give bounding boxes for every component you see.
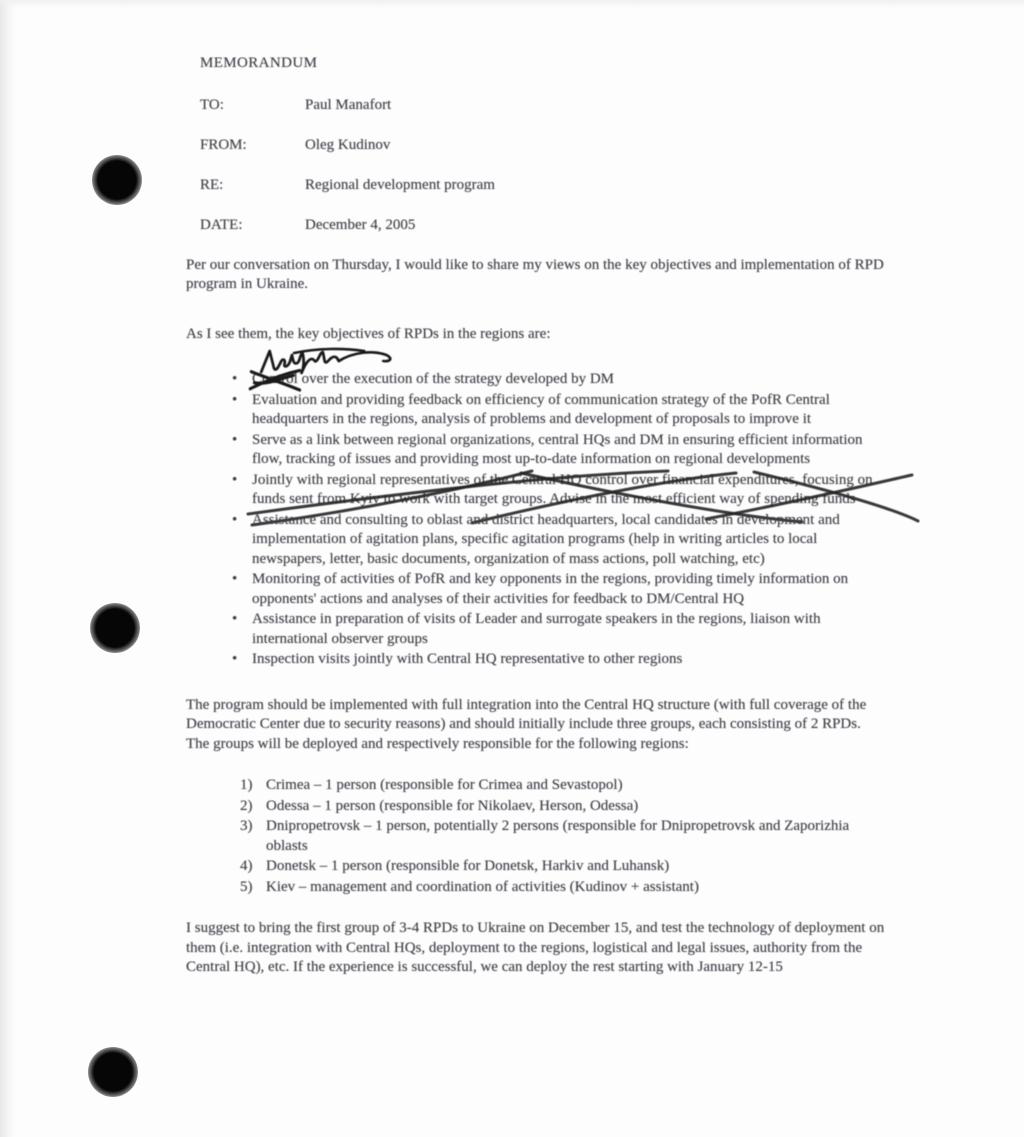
- region-item-text: Donetsk – 1 person (responsible for Donetsk, Harkiv and Luhansk): [266, 858, 670, 874]
- region-item-text: Crimea – 1 person (responsible for Crimea and Sevastopol): [266, 777, 623, 793]
- objective-item-struck: [252, 471, 880, 510]
- objective-text-struck: Jointly with regional representatives of the Central HQ control over financial expenditures, focusing on funds sent from Kyiv to work with target groups. Advise in the most efficient way of spending funds: [252, 471, 873, 507]
- deployment-paragraph: The program should be implemented with full integration into the Central HQ structure (with full coverage of the Democratic Center due to security reasons) and should initially include three groups, each consisting of 2 RPDs. The groups will be deployed and respectively responsible for the following regions:: [186, 696, 867, 752]
- region-item: [240, 878, 880, 898]
- region-item-text: Dnipropetrovsk – 1 person, potentially 2 persons (responsible for Dnipropetrovsk and Zaporizhia oblasts: [266, 818, 850, 854]
- objective-item-control: [252, 370, 880, 390]
- objective-item: [252, 431, 880, 470]
- objective-item: [252, 610, 880, 649]
- objective-text: over the execution of the strategy developed by DM: [297, 371, 614, 387]
- region-item-number: 4): [240, 858, 253, 874]
- objective-text: Assistance and consulting to oblast and district headquarters, local candidates in development and implementation of agitation plans, specific agitation programs (help in writing articles to local newspapers, letter, basic documents, organization of mass actions, poll watching, etc): [252, 511, 840, 567]
- objective-text: Inspection visits jointly with Central HQ representative to other regions: [252, 651, 683, 667]
- crossed-out-word-text: Control: [252, 371, 298, 387]
- objective-item: [252, 511, 880, 570]
- region-item-number: 1): [240, 777, 253, 793]
- region-item: [240, 817, 880, 856]
- objective-item: [252, 391, 880, 430]
- region-item: [240, 857, 880, 877]
- header-value-to: Paul Manafort: [305, 96, 392, 113]
- header-value-from: Oleg Kudinov: [305, 136, 391, 153]
- header-row-from: [200, 136, 886, 156]
- region-item: [240, 797, 880, 817]
- objective-text: Evaluation and providing feedback on efficiency of communication strategy of the PofR Central headquarters in the regions, analysis of problems and development of proposals to improve it: [252, 391, 830, 427]
- objectives-list: [186, 370, 880, 670]
- intro-paragraph: Per our conversation on Thursday, I would like to share my views on the key objectives and implementation of RPD program in Ukraine.: [186, 256, 884, 292]
- header-label-date: DATE:: [200, 216, 243, 233]
- region-item-text: Odessa – 1 person (responsible for Nikolaev, Herson, Odessa): [266, 797, 639, 814]
- memo-content: [186, 54, 886, 978]
- objectives-lead: As I see them, the key objectives of RPDs in the regions are:: [186, 325, 551, 342]
- objective-item: [252, 570, 880, 609]
- objective-item: [252, 650, 880, 670]
- regions-numbered-list: [240, 776, 880, 897]
- region-item-text: Kiev – management and coordination of activities (Kudinov + assistant): [266, 878, 699, 895]
- header-value-date: December 4, 2005: [305, 216, 416, 233]
- header-label-re: RE:: [200, 176, 224, 193]
- closing-paragraph: I suggest to bring the first group of 3-4 RPDs to Ukraine on December 15, and test the technology of deployment on them (i.e. integration with Central HQs, deployment to the regions, logistical and legal issues, authority from the Central HQ), etc. If the experience is successful, we can deploy the rest starting with January 12-15: [186, 920, 885, 975]
- header-label-from: FROM:: [200, 136, 247, 153]
- header-label-to: TO:: [200, 96, 224, 113]
- region-item-number: 3): [240, 818, 253, 834]
- region-item-number: 5): [240, 878, 253, 895]
- objective-text: Monitoring of activities of PofR and key opponents in the regions, providing timely information on opponents' actions and analyses of their activities for feedback to DM/Central HQ: [252, 571, 849, 607]
- crossed-out-word: [252, 370, 298, 390]
- region-item: [240, 776, 880, 796]
- objective-text: Serve as a link between regional organizations, central HQs and DM in ensuring efficient information flow, tracking of issues and providing most up-to-date information on regional developments: [252, 431, 863, 467]
- region-item-number: 2): [240, 797, 253, 814]
- memo-title: MEMORANDUM: [200, 55, 318, 71]
- header-row-re: [200, 176, 886, 196]
- header-value-re: Regional development program: [305, 176, 495, 193]
- header-row-date: [200, 216, 886, 236]
- objective-text: Assistance in preparation of visits of Leader and surrogate speakers in the regions, liaison with international observer groups: [252, 611, 821, 647]
- header-row-to: [200, 96, 886, 116]
